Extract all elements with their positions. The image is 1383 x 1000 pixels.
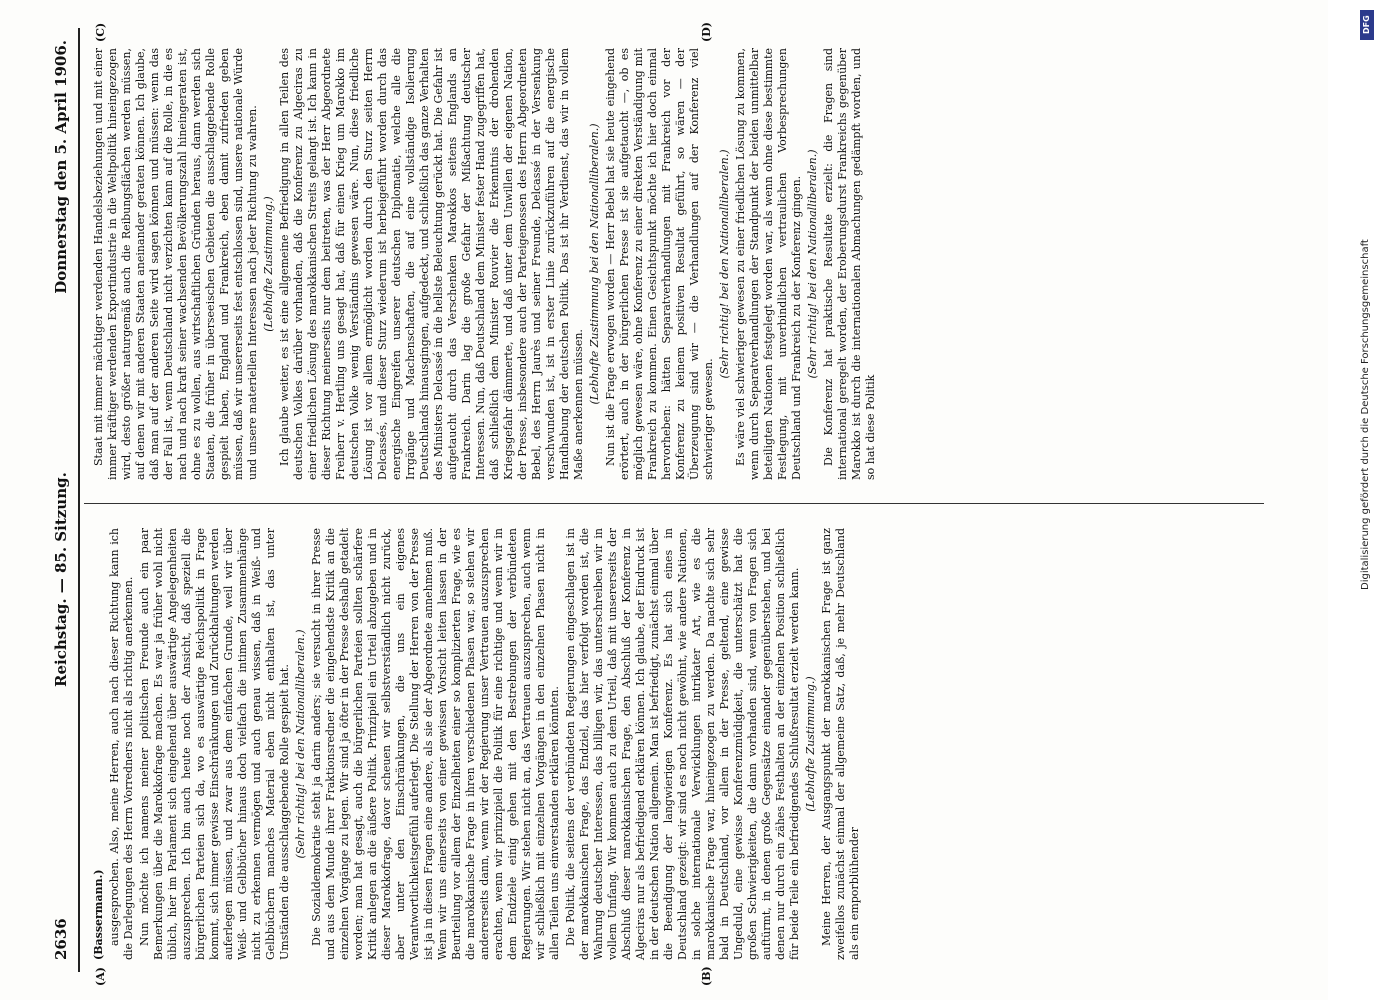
digitization-credit: Digitalisierung gefördert durch die Deutsche Forschungsgemeinschaft	[1360, 239, 1371, 590]
paragraph: Nun möchte ich namens meiner politischen Freunde auch ein paar Bemerkungen über die Marokkofrage machen. Es war ja früher wohl nicht üblich, hier im Parlament sich eingehend über auswärtige Angelegenheiten auszusprechen. Ich bin auch heute noch der Ansicht, daß speziell die bürgerlichen Parteien sich da, wo es auswärtige Reichspolitik in Frage kommt, sich immer gewisse Einschränkungen und Zurückhaltungen werden auferlegen müssen, und zwar aus dem einfachen Grunde, weil wir über Weiß- und Gelbbücher hinaus doch vielfach die intimen Zusammenhänge nicht zu erkennen vermögen und auch genau wissen, daß in Weiß- und Gelbbüchern manches Material eben nicht enthalten ist, das unter Umständen die ausschlaggebende Rolle gespielt hat.	[138, 528, 291, 960]
paragraph: Die Konferenz hat praktische Resultate erzielt: die Fragen sind international geregelt worden, der Eroberungsdurst Frankreichs gegenüber Marokko ist durch die internationalen Abmachungen gedämpft worden, und so hat diese Politik	[822, 48, 877, 480]
digitization-footer	[1352, 0, 1382, 1000]
interjection: (Lebhafte Zustimmung bei den Nationalliberalen.)	[588, 123, 601, 405]
paragraph: Die Politik, die seitens der verbündeten Regierungen eingeschlagen ist in der marokkanischen Frage, das Endziel, das hier verfolgt worden ist, die Wahrung deutscher Interessen, das billigen wir, das unterschreiben wir in vollem Umfang. Wir kommen auch zu dem Urteil, daß mit unsererseits der Abschluß dieser marokkanischen Frage, den Abschluß der Konferenz in Algeciras nur als befriedigend erklären können. Ich glaube, der Eindruck ist in der deutschen Nation allgemein. Man ist befriedigt, zunächst einmal über die Beendigung der langwierigen Konferenz. Es hat sich eines in Deutschland gezeigt: wir sind es noch nicht gewöhnt, wie andere Nationen, in solche internationale Verwicklungen intrikater Art, wie es die marokkanische Frage war, hineingezogen zu werden. Da machte sich sehr bald in Deutschland, vor allem in der Presse, geltend, eine gewisse Ungeduld, eine gewisse Konferenzmüdigkeit, die unterschätzt hat die großen Schwierigkeiten, die dann vorhanden sind, wenn von Fragen sich auftürmt, in denen große Gegensätze einander gegenüberstehen, und bei denen nur durch ein zähes Festhalten an der einzelnen Position schließlich für beide Teile ein befriedigendes Schlußresultat erzielt werden kann.	[564, 528, 801, 960]
paragraph: Es wäre viel schwieriger gewesen zu einer friedlichen Lösung zu kommen, wenn durch Separatverhandlungen der Standpunkt der beiden unmittelbar beteiligten Nationen festgelegt worden war, als wenn ohne diese bestimmte Festlegung, mit unverbindlichen vertraulichen Vorbesprechungen Deutschland und Frankreich zu der Konferenz gingen.	[734, 48, 803, 480]
page-header	[50, 28, 80, 972]
paragraph: Meine Herren, der Ausgangspunkt der marokkanischen Frage ist ganz zweifellos zunächst einmal der allgemeine Satz, daß, je mehr Deutschland als ein emporblühender	[820, 528, 861, 960]
speaker-name: (Bassermann.)	[92, 869, 105, 960]
margin-marker-a: (A)	[94, 967, 107, 986]
column-divider	[84, 503, 1264, 504]
session-date: Donnerstag den 5. April 1906.	[52, 40, 70, 294]
left-column	[92, 528, 864, 960]
paragraph: Staat mit immer mächtiger werdenden Handelsbeziehungen und mit einer immer kräftiger werdenden Exportindustrie in die Weltpolitik hineingezogen wird, desto größer naturgemäß auch die Reibungsflächen werden müssen, auf denen wir mit anderen Staaten aneinander geraten können. Ich glaube, daß man auf der anderen Seite wird sagen können und müssen: wenn das der Fall ist, wenn Deutschland nicht verzichten kann auf die Rolle, in die es nach und nach kraft seiner wachsenden Bevölkerungszahl hineingeraten ist, ohne es zu wollen, aus wirtschaftlichen Gründen heraus, dann werden sich Staaten, die früher in überseeischen Gebieten die ausschlaggebende Rolle gespielt haben, England und Frankreich, eben damit zufrieden geben müssen, daß wir unsererseits fest entschlossen sind, unsere nationale Würde und unsere materiellen Interessen nach jeder Richtung zu wahren.	[92, 48, 259, 480]
interjection: (Lebhafte Zustimmung.)	[804, 676, 817, 812]
paragraph: ausgesprochen. Also, meine Herren, auch nach dieser Richtung kann ich die Darlegungen des Herrn Vorredners nicht als richtig anerkennen.	[108, 528, 135, 960]
interjection: (Lebhafte Zustimmung.)	[262, 196, 275, 332]
session-title: Reichstag. — 85. Sitzung.	[52, 472, 70, 687]
margin-marker-c: (C)	[94, 22, 107, 42]
right-column	[92, 48, 880, 480]
interjection: (Sehr richtig! bei den Nationalliberalen.)	[718, 149, 731, 379]
margin-marker-b: (B)	[700, 966, 713, 986]
interjection: (Sehr richtig! bei den Nationalliberalen.)	[806, 149, 819, 379]
paragraph: Die Sozialdemokratie steht ja darin anders; sie versucht in ihrer Presse und aus dem Munde ihrer Fraktionsredner die eingehendste Kritik an die einzelnen Vorgänge zu legen. Wir sind ja öfter in der Presse deshalb getadelt worden; man hat gesagt, auch die bürgerlichen Parteien sollten schärfere Kritik anlegen an die äußere Politik. Prinzipiell ein Urteil abzugeben und in dieser Marokkofrage, davor scheuen wir selbstverständlich nicht zurück, aber unter den Einschränkungen, die uns ein eigenes Verantwortlichkeitsgefühl auferlegt. Die Stellung der Herren von der Presse ist ja in diesen Fragen eine andere, als sie der Abgeordnete annehmen muß. Wenn wir uns einerseits von einer gewissen Vorsicht leiten lassen in der Beurteilung vor allem der Einzelheiten einer so komplizierten Frage, wie es die marokkanische Frage in ihren verschiedenen Phasen war, so stehen wir andererseits dann, wenn wir der Regierung unser Vertrauen auszusprechen erachten, wenn wir prinzipiell die Politik für eine richtige und wenn wir in dem Endziele einig gehen mit den Bestrebungen der verbündeten Regierungen. Wir stehen nicht an, das Vertrauen auszusprechen, auch wenn wir schließlich mit einzelnen Vorgängen in den einzelnen Phasen nicht in allen Teilen uns einverstanden erklären könnten.	[310, 528, 561, 960]
page-number: 2636	[52, 918, 70, 960]
margin-marker-d: (D)	[700, 22, 713, 42]
dfg-logo: DFG	[1360, 10, 1374, 40]
interjection: (Sehr richtig! bei den Nationalliberalen.)	[294, 629, 307, 859]
paragraph: Ich glaube weiter, es ist eine allgemeine Befriedigung in allen Teilen des deutschen Volkes darüber vorhanden, daß die Konferenz zu Algeciras zu einer friedlichen Lösung des marokkanischen Streits gelangt ist. Ich kann in dieser Richtung meinerseits nur dem beitreten, was der Herr Abgeordnete Freiherr v. Hertling uns gesagt hat, daß für einen Krieg um Marokko im deutschen Volke wenig Verständnis gewesen wäre. Nun, diese friedliche Lösung ist vor allem ermöglicht worden durch den Sturz seiten Herrn Delcassés, und dieser Sturz wiederum ist herbeigeführt worden durch das energische Eingreifen unserer deutschen Diplomatie, welche alle die Irrgänge und Machenschaften, die auf eine vollständige Isolierung Deutschlands hinausgingen, aufgedeckt, und schließlich das ganze Verhalten des Ministers Delcassé in die hellste Beleuchtung gerückt hat. Die Gefahr ist aufgetaucht durch das Verschenken Marokkos seitens Englands an Frankreich. Darin lag die große Gefahr der Mißachtung deutscher Interessen. Nun, daß Deutschland dem Minister fester Hand zugegriffen hat, daß schließlich dem Minister Rouvier die Erkenntnis der drohenden Kriegsgefahr dämmerte, und daß unter dem Unwillen der eigenen Nation, der Presse, insbesondere auch der Parteigenossen des Herrn Abgeordneten Bebel, des Herrn Jaurès und seiner Freunde, Delcassé in der Versenkung verschwunden ist, ist in erster Linie zurückzuführen auf die energische Handhabung der deutschen Politik. Das ist ihr Verdienst, das wir in vollem Maße anerkennen müssen.	[278, 48, 585, 480]
paragraph: Nun ist die Frage erwogen worden — Herr Bebel hat sie heute eingehend erörtert, auch in der bürgerlichen Presse ist sie aufgetaucht —, ob es möglich gewesen wäre, ohne Konferenz zu einer direkten Verständigung mit Frankreich zu kommen. Einen Gesichtspunkt möchte ich hier doch einmal hervorheben: hätten Separatverhandlungen mit Frankreich vor der Konferenz zu keinem positiven Resultat geführt, so wären — der Überzeugung sind wir — die Verhandlungen auf der Konferenz viel schwieriger gewesen.	[604, 48, 715, 480]
